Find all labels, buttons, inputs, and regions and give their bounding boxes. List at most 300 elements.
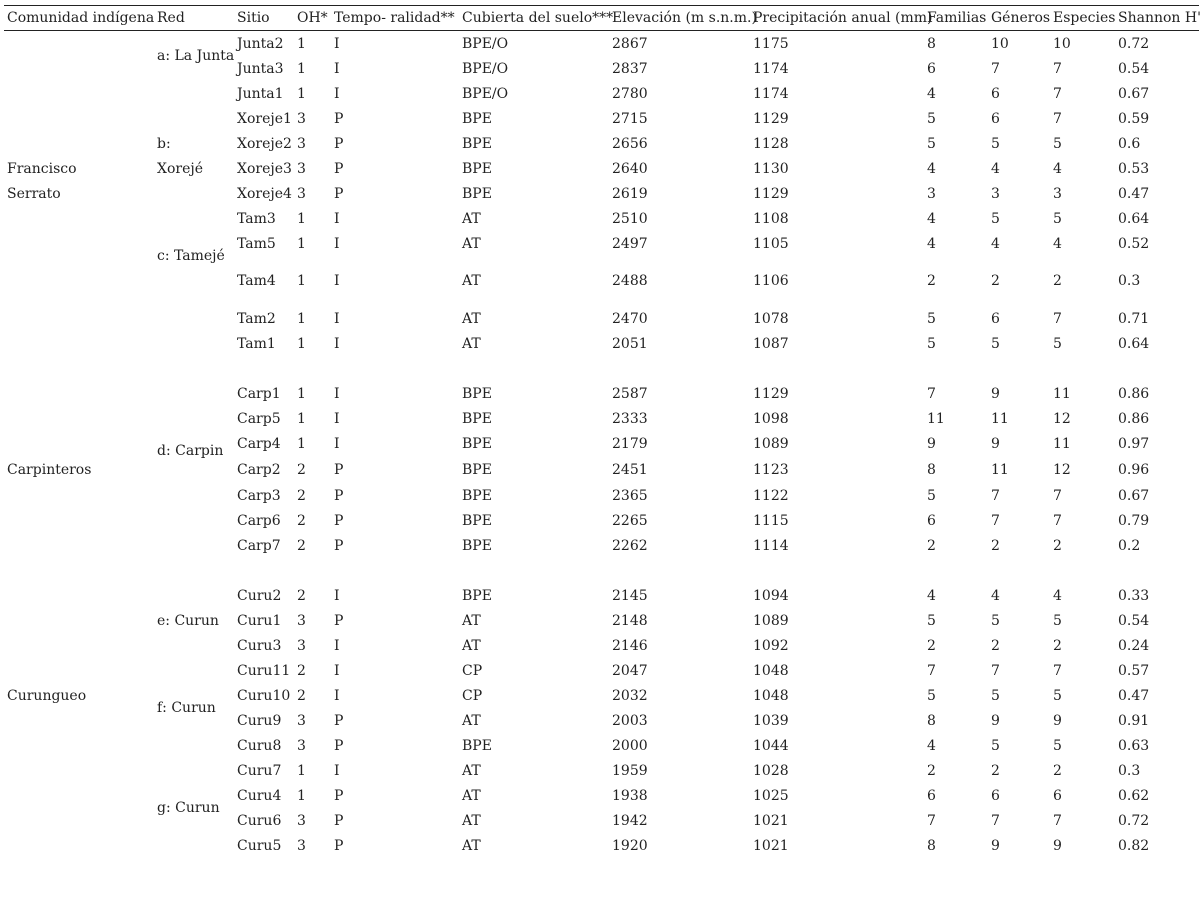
cell-elevacion: 2000 [612, 738, 648, 754]
cell-sitio: Tam4 [237, 273, 276, 289]
cell-familias: 4 [927, 236, 936, 252]
cell-elevacion: 2032 [612, 688, 648, 704]
cell-cubierta: BPE [462, 411, 492, 427]
cell-precipitacion: 1094 [753, 588, 789, 604]
cell-elevacion: 2656 [612, 136, 648, 152]
cell-familias: 5 [927, 688, 936, 704]
cell-especies: 12 [1053, 462, 1071, 478]
cell-temporalidad: I [334, 638, 340, 654]
cell-temporalidad: P [334, 161, 344, 177]
cell-shannon: 0.3 [1118, 273, 1141, 289]
cell-familias: 7 [927, 386, 936, 402]
cell-precipitacion: 1089 [753, 613, 789, 629]
cell-familias: 4 [927, 86, 936, 102]
cell-shannon: 0.64 [1118, 336, 1150, 352]
cell-shannon: 0.3 [1118, 763, 1141, 779]
cell-sitio: Xoreje1 [237, 111, 292, 127]
cell-generos: 7 [991, 513, 1000, 529]
cell-especies: 11 [1053, 386, 1071, 402]
cell-precipitacion: 1115 [753, 513, 789, 529]
cell-temporalidad: P [334, 738, 344, 754]
cell-oh: 3 [297, 838, 306, 854]
cell-generos: 5 [991, 738, 1000, 754]
cell-sitio: Carp6 [237, 513, 281, 529]
red-label: c: Tamejé [157, 248, 225, 264]
cell-elevacion: 2365 [612, 488, 648, 504]
cell-familias: 4 [927, 161, 936, 177]
cell-elevacion: 2003 [612, 713, 648, 729]
cell-generos: 9 [991, 436, 1000, 452]
cell-sitio: Xoreje2 [237, 136, 292, 152]
cell-generos: 6 [991, 86, 1000, 102]
cell-sitio: Curu5 [237, 838, 282, 854]
cell-oh: 2 [297, 462, 306, 478]
cell-sitio: Tam2 [237, 311, 276, 327]
red-label: Xorejé [157, 161, 203, 177]
cell-especies: 7 [1053, 111, 1062, 127]
cell-temporalidad: P [334, 813, 344, 829]
cell-cubierta: BPE/O [462, 61, 509, 77]
cell-sitio: Curu7 [237, 763, 282, 779]
cell-precipitacion: 1048 [753, 688, 789, 704]
cell-familias: 2 [927, 538, 936, 554]
cell-especies: 2 [1053, 763, 1062, 779]
cell-generos: 6 [991, 788, 1000, 804]
cell-precipitacion: 1092 [753, 638, 789, 654]
cell-familias: 9 [927, 436, 936, 452]
cell-sitio: Junta2 [237, 36, 284, 52]
cell-oh: 3 [297, 613, 306, 629]
cell-especies: 2 [1053, 273, 1062, 289]
cell-familias: 2 [927, 638, 936, 654]
cell-shannon: 0.52 [1118, 236, 1150, 252]
cell-elevacion: 1920 [612, 838, 648, 854]
cell-shannon: 0.57 [1118, 663, 1150, 679]
cell-generos: 4 [991, 161, 1000, 177]
cell-familias: 5 [927, 613, 936, 629]
cell-precipitacion: 1087 [753, 336, 789, 352]
cell-familias: 5 [927, 136, 936, 152]
cell-generos: 7 [991, 813, 1000, 829]
cell-familias: 8 [927, 36, 936, 52]
cell-elevacion: 1938 [612, 788, 648, 804]
cell-temporalidad: P [334, 186, 344, 202]
cell-generos: 4 [991, 588, 1000, 604]
cell-temporalidad: I [334, 688, 340, 704]
cell-especies: 5 [1053, 211, 1062, 227]
cell-precipitacion: 1021 [753, 813, 789, 829]
cell-sitio: Carp1 [237, 386, 281, 402]
cell-precipitacion: 1089 [753, 436, 789, 452]
cell-generos: 10 [991, 36, 1009, 52]
cell-generos: 7 [991, 61, 1000, 77]
cell-temporalidad: I [334, 311, 340, 327]
cell-cubierta: BPE [462, 436, 492, 452]
cell-temporalidad: I [334, 61, 340, 77]
cell-oh: 3 [297, 186, 306, 202]
cell-oh: 3 [297, 713, 306, 729]
cell-oh: 1 [297, 86, 306, 102]
cell-generos: 11 [991, 411, 1009, 427]
cell-precipitacion: 1129 [753, 111, 789, 127]
cell-elevacion: 2715 [612, 111, 648, 127]
cell-shannon: 0.91 [1118, 713, 1150, 729]
header-sitio: Sitio [237, 10, 270, 26]
cell-cubierta: AT [462, 813, 481, 829]
cell-cubierta: BPE [462, 588, 492, 604]
cell-cubierta: AT [462, 638, 481, 654]
cell-cubierta: BPE [462, 538, 492, 554]
cell-especies: 5 [1053, 613, 1062, 629]
cell-cubierta: BPE [462, 111, 492, 127]
header-familias: Familias [927, 10, 987, 26]
cell-elevacion: 2867 [612, 36, 648, 52]
cell-elevacion: 2051 [612, 336, 648, 352]
cell-precipitacion: 1174 [753, 61, 789, 77]
cell-sitio: Xoreje3 [237, 161, 292, 177]
cell-sitio: Curu2 [237, 588, 282, 604]
cell-shannon: 0.54 [1118, 613, 1150, 629]
cell-cubierta: AT [462, 311, 481, 327]
cell-shannon: 0.67 [1118, 86, 1150, 102]
cell-precipitacion: 1114 [753, 538, 789, 554]
cell-especies: 4 [1053, 161, 1062, 177]
cell-temporalidad: I [334, 411, 340, 427]
cell-familias: 6 [927, 788, 936, 804]
cell-shannon: 0.86 [1118, 386, 1150, 402]
cell-temporalidad: P [334, 838, 344, 854]
cell-shannon: 0.54 [1118, 61, 1150, 77]
cell-oh: 1 [297, 236, 306, 252]
cell-precipitacion: 1174 [753, 86, 789, 102]
cell-sitio: Junta3 [237, 61, 284, 77]
cell-generos: 11 [991, 462, 1009, 478]
cell-especies: 5 [1053, 738, 1062, 754]
cell-shannon: 0.62 [1118, 788, 1150, 804]
cell-familias: 4 [927, 211, 936, 227]
cell-temporalidad: I [334, 273, 340, 289]
cell-temporalidad: P [334, 488, 344, 504]
cell-sitio: Curu3 [237, 638, 282, 654]
cell-elevacion: 2262 [612, 538, 648, 554]
cell-cubierta: BPE [462, 186, 492, 202]
cell-familias: 8 [927, 713, 936, 729]
cell-temporalidad: I [334, 86, 340, 102]
cell-elevacion: 2497 [612, 236, 648, 252]
cell-generos: 9 [991, 838, 1000, 854]
header-shannon: Shannon H' [1118, 10, 1201, 26]
cell-shannon: 0.72 [1118, 813, 1150, 829]
cell-generos: 6 [991, 111, 1000, 127]
cell-especies: 7 [1053, 61, 1062, 77]
cell-oh: 1 [297, 211, 306, 227]
red-label: f: Curun [157, 700, 216, 716]
cell-shannon: 0.33 [1118, 588, 1150, 604]
cell-oh: 2 [297, 663, 306, 679]
cell-generos: 5 [991, 613, 1000, 629]
cell-cubierta: BPE [462, 462, 492, 478]
cell-generos: 3 [991, 186, 1000, 202]
cell-especies: 7 [1053, 86, 1062, 102]
cell-temporalidad: I [334, 436, 340, 452]
cell-cubierta: BPE [462, 738, 492, 754]
cell-precipitacion: 1078 [753, 311, 789, 327]
cell-oh: 3 [297, 813, 306, 829]
cell-sitio: Carp2 [237, 462, 281, 478]
cell-elevacion: 2640 [612, 161, 648, 177]
cell-temporalidad: P [334, 513, 344, 529]
cell-cubierta: BPE [462, 513, 492, 529]
cell-precipitacion: 1122 [753, 488, 789, 504]
cell-precipitacion: 1123 [753, 462, 789, 478]
cell-cubierta: AT [462, 713, 481, 729]
cell-shannon: 0.47 [1118, 688, 1150, 704]
cell-especies: 5 [1053, 336, 1062, 352]
cell-generos: 2 [991, 538, 1000, 554]
cell-familias: 11 [927, 411, 945, 427]
cell-elevacion: 2146 [612, 638, 648, 654]
cell-cubierta: AT [462, 613, 481, 629]
cell-precipitacion: 1039 [753, 713, 789, 729]
cell-especies: 4 [1053, 588, 1062, 604]
cell-cubierta: AT [462, 211, 481, 227]
cell-sitio: Curu1 [237, 613, 282, 629]
cell-cubierta: CP [462, 663, 483, 679]
cell-sitio: Carp4 [237, 436, 281, 452]
cell-especies: 9 [1053, 713, 1062, 729]
cell-oh: 1 [297, 311, 306, 327]
cell-generos: 7 [991, 488, 1000, 504]
cell-precipitacion: 1175 [753, 36, 789, 52]
cell-oh: 1 [297, 273, 306, 289]
header-precipitacion: Precipitación anual (mm) [753, 10, 933, 26]
cell-cubierta: BPE/O [462, 86, 509, 102]
cell-precipitacion: 1021 [753, 838, 789, 854]
cell-shannon: 0.47 [1118, 186, 1150, 202]
cell-cubierta: BPE/O [462, 36, 509, 52]
cell-precipitacion: 1048 [753, 663, 789, 679]
cell-oh: 3 [297, 111, 306, 127]
cell-shannon: 0.96 [1118, 462, 1150, 478]
header-especies: Especies [1053, 10, 1116, 26]
header-temporalidad: Tempo- ralidad** [334, 10, 455, 26]
cell-cubierta: AT [462, 336, 481, 352]
cell-especies: 7 [1053, 311, 1062, 327]
cell-shannon: 0.53 [1118, 161, 1150, 177]
cell-shannon: 0.97 [1118, 436, 1150, 452]
cell-sitio: Carp3 [237, 488, 281, 504]
cell-oh: 1 [297, 61, 306, 77]
cell-oh: 1 [297, 386, 306, 402]
cell-temporalidad: I [334, 236, 340, 252]
cell-precipitacion: 1128 [753, 136, 789, 152]
cell-sitio: Tam3 [237, 211, 276, 227]
cell-generos: 7 [991, 663, 1000, 679]
cell-temporalidad: I [334, 386, 340, 402]
cell-familias: 8 [927, 838, 936, 854]
cell-sitio: Xoreje4 [237, 186, 292, 202]
cell-sitio: Carp5 [237, 411, 281, 427]
cell-especies: 9 [1053, 838, 1062, 854]
cell-generos: 2 [991, 273, 1000, 289]
cell-sitio: Curu10 [237, 688, 291, 704]
cell-temporalidad: I [334, 763, 340, 779]
cell-sitio: Tam5 [237, 236, 276, 252]
cell-familias: 5 [927, 488, 936, 504]
header-red: Red [157, 10, 185, 26]
cell-precipitacion: 1108 [753, 211, 789, 227]
cell-elevacion: 2451 [612, 462, 648, 478]
cell-familias: 6 [927, 513, 936, 529]
cell-familias: 6 [927, 61, 936, 77]
cell-generos: 5 [991, 211, 1000, 227]
cell-especies: 3 [1053, 186, 1062, 202]
cell-familias: 2 [927, 763, 936, 779]
cell-especies: 7 [1053, 513, 1062, 529]
cell-shannon: 0.64 [1118, 211, 1150, 227]
cell-especies: 7 [1053, 813, 1062, 829]
cell-elevacion: 2837 [612, 61, 648, 77]
cell-sitio: Carp7 [237, 538, 281, 554]
cell-cubierta: CP [462, 688, 483, 704]
cell-shannon: 0.67 [1118, 488, 1150, 504]
cell-temporalidad: P [334, 462, 344, 478]
community-label: Curungueo [7, 688, 87, 704]
cell-elevacion: 2333 [612, 411, 648, 427]
cell-generos: 6 [991, 311, 1000, 327]
cell-sitio: Junta1 [237, 86, 284, 102]
cell-elevacion: 2470 [612, 311, 648, 327]
cell-oh: 3 [297, 738, 306, 754]
cell-elevacion: 2145 [612, 588, 648, 604]
community-label: Carpinteros [7, 462, 92, 478]
cell-generos: 5 [991, 336, 1000, 352]
cell-especies: 11 [1053, 436, 1071, 452]
cell-shannon: 0.79 [1118, 513, 1150, 529]
cell-oh: 1 [297, 411, 306, 427]
cell-precipitacion: 1129 [753, 386, 789, 402]
cell-shannon: 0.72 [1118, 36, 1150, 52]
red-label: a: La Junta [157, 48, 235, 64]
cell-cubierta: AT [462, 273, 481, 289]
cell-cubierta: BPE [462, 161, 492, 177]
cell-sitio: Curu4 [237, 788, 282, 804]
cell-especies: 2 [1053, 538, 1062, 554]
cell-cubierta: BPE [462, 136, 492, 152]
cell-generos: 2 [991, 763, 1000, 779]
cell-generos: 9 [991, 713, 1000, 729]
cell-temporalidad: I [334, 663, 340, 679]
cell-oh: 3 [297, 136, 306, 152]
cell-oh: 3 [297, 161, 306, 177]
cell-especies: 12 [1053, 411, 1071, 427]
cell-elevacion: 2780 [612, 86, 648, 102]
red-label: b: [157, 136, 171, 152]
header-elevacion: Elevación (m s.n.m.) [612, 10, 757, 26]
cell-familias: 2 [927, 273, 936, 289]
cell-oh: 2 [297, 588, 306, 604]
cell-generos: 4 [991, 236, 1000, 252]
cell-elevacion: 2047 [612, 663, 648, 679]
cell-especies: 2 [1053, 638, 1062, 654]
cell-precipitacion: 1044 [753, 738, 789, 754]
red-label: g: Curun [157, 800, 220, 816]
cell-cubierta: BPE [462, 386, 492, 402]
cell-elevacion: 2488 [612, 273, 648, 289]
cell-temporalidad: I [334, 211, 340, 227]
community-label: Francisco [7, 161, 77, 177]
cell-temporalidad: P [334, 713, 344, 729]
cell-sitio: Curu9 [237, 713, 282, 729]
cell-cubierta: AT [462, 788, 481, 804]
cell-shannon: 0.63 [1118, 738, 1150, 754]
cell-especies: 10 [1053, 36, 1071, 52]
cell-shannon: 0.24 [1118, 638, 1150, 654]
cell-precipitacion: 1028 [753, 763, 789, 779]
cell-especies: 5 [1053, 136, 1062, 152]
cell-shannon: 0.59 [1118, 111, 1150, 127]
cell-familias: 7 [927, 663, 936, 679]
cell-generos: 9 [991, 386, 1000, 402]
cell-temporalidad: I [334, 588, 340, 604]
cell-oh: 1 [297, 336, 306, 352]
community-label: Serrato [7, 186, 61, 202]
cell-elevacion: 2148 [612, 613, 648, 629]
cell-oh: 1 [297, 436, 306, 452]
cell-elevacion: 2265 [612, 513, 648, 529]
header-comunidad: Comunidad indígena [7, 10, 155, 26]
cell-cubierta: BPE [462, 488, 492, 504]
cell-oh: 3 [297, 638, 306, 654]
red-label: d: Carpin [157, 443, 224, 459]
cell-temporalidad: I [334, 36, 340, 52]
cell-oh: 2 [297, 538, 306, 554]
header-generos: Géneros [991, 10, 1051, 26]
cell-oh: 2 [297, 488, 306, 504]
cell-precipitacion: 1105 [753, 236, 789, 252]
cell-especies: 7 [1053, 663, 1062, 679]
cell-familias: 8 [927, 462, 936, 478]
cell-elevacion: 1942 [612, 813, 648, 829]
cell-especies: 6 [1053, 788, 1062, 804]
cell-shannon: 0.82 [1118, 838, 1150, 854]
cell-sitio: Curu8 [237, 738, 282, 754]
cell-cubierta: AT [462, 763, 481, 779]
header-oh: OH* [297, 10, 328, 26]
cell-temporalidad: P [334, 111, 344, 127]
cell-precipitacion: 1098 [753, 411, 789, 427]
cell-oh: 1 [297, 763, 306, 779]
cell-oh: 2 [297, 688, 306, 704]
cell-shannon: 0.2 [1118, 538, 1141, 554]
cell-familias: 5 [927, 336, 936, 352]
cell-elevacion: 2179 [612, 436, 648, 452]
cell-generos: 2 [991, 638, 1000, 654]
cell-oh: 2 [297, 513, 306, 529]
cell-sitio: Tam1 [237, 336, 276, 352]
cell-familias: 7 [927, 813, 936, 829]
cell-generos: 5 [991, 136, 1000, 152]
cell-precipitacion: 1106 [753, 273, 789, 289]
cell-familias: 4 [927, 588, 936, 604]
cell-oh: 1 [297, 788, 306, 804]
cell-shannon: 0.71 [1118, 311, 1150, 327]
cell-generos: 5 [991, 688, 1000, 704]
cell-temporalidad: P [334, 136, 344, 152]
cell-especies: 7 [1053, 488, 1062, 504]
cell-elevacion: 1959 [612, 763, 648, 779]
cell-elevacion: 2587 [612, 386, 648, 402]
